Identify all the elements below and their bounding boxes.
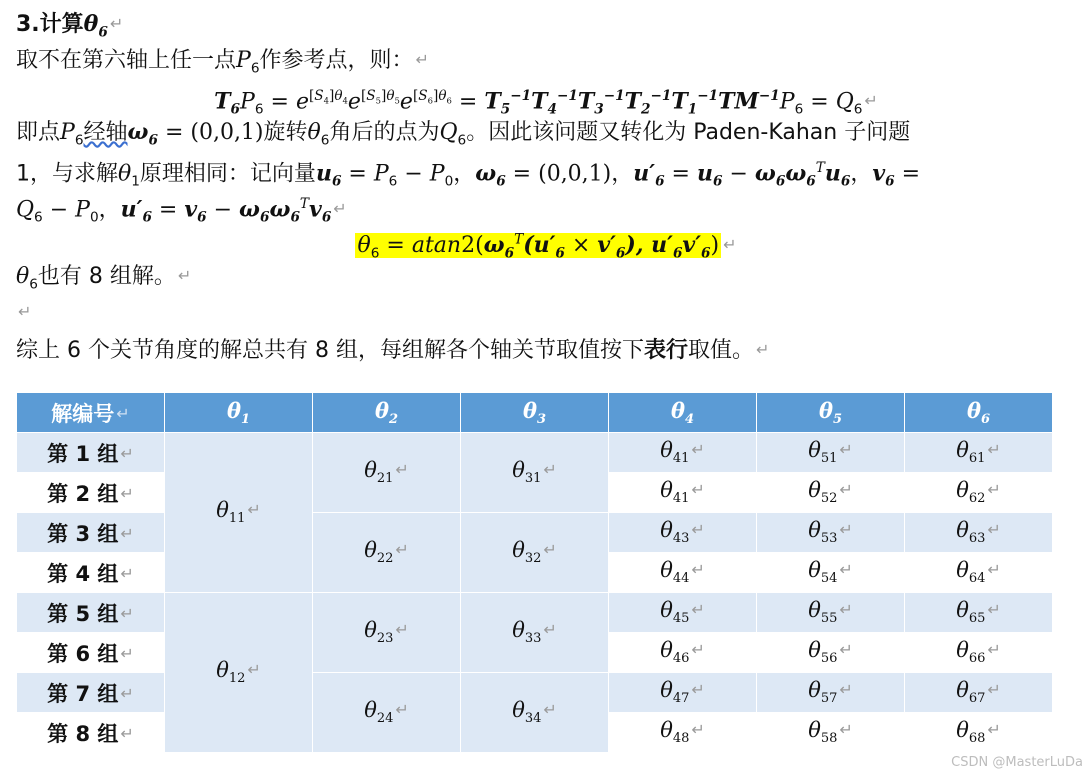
cell-theta4: $\theta_{47}$ ↵ (609, 673, 757, 713)
cell-theta2: $\theta_{22}$ ↵ (313, 513, 461, 593)
paragraph-reference-point: 取不在第六轴上任一点$P_6$作参考点，则： ↵ (16, 48, 429, 77)
cell-theta4: $\theta_{46}$ ↵ (609, 633, 757, 673)
header-solution-id: 解编号 ↵ (17, 393, 165, 433)
header-theta5: $\theta_5$ (757, 393, 905, 433)
cell-theta3: $\theta_{31}$ ↵ (461, 433, 609, 513)
cell-theta5: $\theta_{51}$ ↵ (757, 433, 905, 473)
equation-transform: $T_6P_6 = e^{[S_4]\theta_4}e^{[S_5]\theta_5}e^{[S_6]\theta_6} = T_5^{-1}T_4^{-1}T_3^{-1}T_2^{-1}T_1^{-1}TM^{-1}P_6 = Q_6$ ↵ (214, 88, 878, 118)
table-header-row (17, 393, 1053, 433)
cell-theta5: $\theta_{52}$ ↵ (757, 473, 905, 513)
table-row (17, 433, 1053, 473)
row-label: 第 1 组 ↵ (17, 433, 165, 473)
cell-theta5: $\theta_{58}$ ↵ (757, 713, 905, 753)
cell-theta6: $\theta_{64}$ ↵ (905, 553, 1053, 593)
cell-theta6: $\theta_{67}$ ↵ (905, 673, 1053, 713)
watermark: CSDN @MasterLuDa (951, 755, 1083, 770)
cell-theta2: $\theta_{23}$ ↵ (313, 593, 461, 673)
paragraph-rotation-c: $Q_6 - P_0$，$u'_6 = v_6 - \omega_6\omega_6^Tv_6$ ↵ (16, 196, 347, 226)
table-row (17, 593, 1053, 633)
cell-theta6: $\theta_{68}$ ↵ (905, 713, 1053, 753)
row-label: 第 6 组 ↵ (17, 633, 165, 673)
cell-theta5: $\theta_{57}$ ↵ (757, 673, 905, 713)
row-label: 第 7 组 ↵ (17, 673, 165, 713)
header-theta6: $\theta_6$ (905, 393, 1053, 433)
cell-theta3: $\theta_{32}$ ↵ (461, 513, 609, 593)
paragraph-rotation-b: 1，与求解$\theta_1$原理相同：记向量$u_6 = P_6 - P_0$，$\omega_6 = (0,0,1)$，$u'_6 = u_6 - \omega_6\omega_6^Tu_6$，$v_6$ = (16, 160, 921, 190)
cell-theta4: $\theta_{41}$ ↵ (609, 433, 757, 473)
cell-theta3: $\theta_{34}$ ↵ (461, 673, 609, 753)
cell-theta2: $\theta_{24}$ ↵ (313, 673, 461, 753)
cell-theta6: $\theta_{61}$ ↵ (905, 433, 1053, 473)
row-label: 第 8 组 ↵ (17, 713, 165, 753)
cell-theta6: $\theta_{66}$ ↵ (905, 633, 1053, 673)
section-heading: 3.计算$\theta_6$ ↵ (16, 11, 124, 41)
header-theta3: $\theta_3$ (461, 393, 609, 433)
cell-theta6: $\theta_{65}$ ↵ (905, 593, 1053, 633)
row-label: 第 4 组 ↵ (17, 553, 165, 593)
paragraph-summary: 综上 6 个关节角度的解总共有 8 组，每组解各个轴关节取值按下表行取值。 ↵ (16, 338, 770, 363)
header-theta2: $\theta_2$ (313, 393, 461, 433)
cell-theta6: $\theta_{62}$ ↵ (905, 473, 1053, 513)
document-body (16, 6, 1076, 368)
cell-theta4: $\theta_{48}$ ↵ (609, 713, 757, 753)
row-label: 第 5 组 ↵ (17, 593, 165, 633)
cell-theta3: $\theta_{33}$ ↵ (461, 593, 609, 673)
header-theta4: $\theta_4$ (609, 393, 757, 433)
cell-theta5: $\theta_{54}$ ↵ (757, 553, 905, 593)
row-label: 第 3 组 ↵ (17, 513, 165, 553)
cell-theta4: $\theta_{45}$ ↵ (609, 593, 757, 633)
cell-theta5: $\theta_{56}$ ↵ (757, 633, 905, 673)
cell-theta6: $\theta_{63}$ ↵ (905, 513, 1053, 553)
header-theta1: $\theta_1$ (165, 393, 313, 433)
equation-theta6: $\theta_6 = atan2(\omega_6^T(u'_6 \times v'_6)$, $u'_6v'_6$) ↵ (357, 232, 737, 262)
paragraph-rotation-a: 即点$P_6$经轴$\omega_6 = (0,0,1)$旋转$\theta_6$角后的点为$Q_6$。因此该问题又转化为 Paden-Kahan 子问题 (16, 119, 911, 149)
cell-theta5: $\theta_{55}$ ↵ (757, 593, 905, 633)
cell-theta1: $\theta_{12}$ ↵ (165, 593, 313, 753)
cell-theta2: $\theta_{21}$ ↵ (313, 433, 461, 513)
cell-theta1: $\theta_{11}$ ↵ (165, 433, 313, 593)
cell-theta4: $\theta_{43}$ ↵ (609, 513, 757, 553)
paragraph-eight-solutions: $\theta_6$也有 8 组解。 ↵ (16, 264, 192, 293)
row-label: 第 2 组 ↵ (17, 473, 165, 513)
cell-theta4: $\theta_{44}$ ↵ (609, 553, 757, 593)
solution-table (16, 392, 1053, 753)
empty-paragraph: ↵ (18, 302, 32, 321)
cell-theta4: $\theta_{41}$ ↵ (609, 473, 757, 513)
cell-theta5: $\theta_{53}$ ↵ (757, 513, 905, 553)
